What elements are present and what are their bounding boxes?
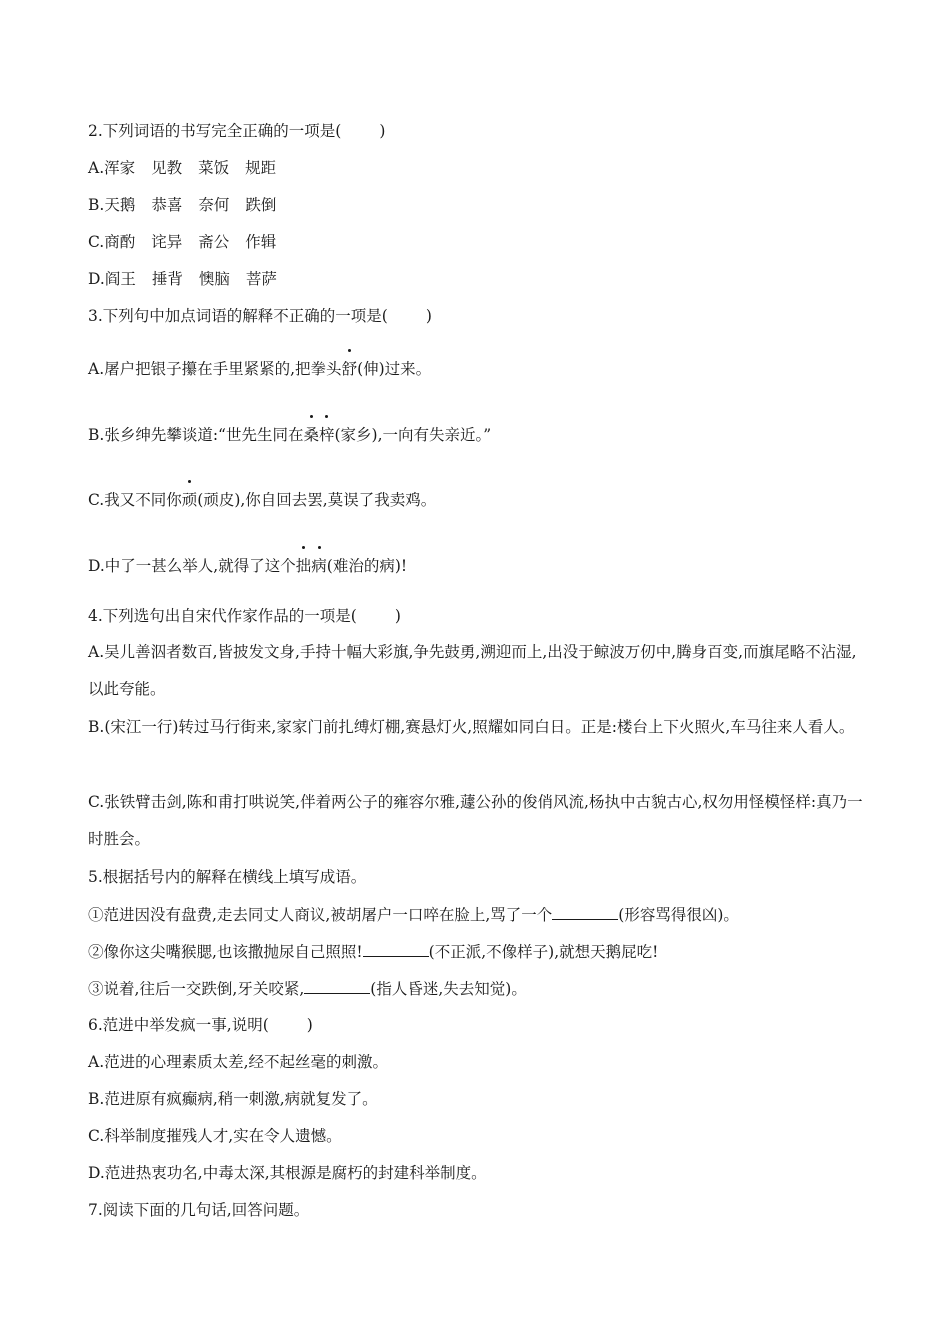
- answer-blank[interactable]: [552, 904, 618, 920]
- answer-blank[interactable]: [363, 941, 429, 957]
- question-3-stem: 3.下列句中加点词语的解释不正确的一项是( ): [88, 307, 432, 325]
- emphasis-dot-word: 梓: [318, 426, 335, 444]
- question-6-option-b: B.范进原有疯癫病,稍一刺激,病就复发了。: [88, 1090, 378, 1108]
- emphasis-dot-word: 病: [311, 557, 327, 575]
- question-4-stem: 4.下列选句出自宋代作家作品的一项是( ): [88, 607, 401, 625]
- emphasis-dot-word: 拙: [295, 557, 312, 575]
- question-5-item-3: ③说着,往后一交跌倒,牙关咬紧, (指人昏迷,失去知觉)。: [88, 980, 527, 998]
- question-6-option-a: A.范进的心理素质太差,经不起丝毫的刺激。: [88, 1053, 389, 1071]
- emphasis-dot-word: 桑: [303, 426, 319, 444]
- question-5-stem: 5.根据括号内的解释在横线上填写成语。: [88, 868, 367, 886]
- answer-blank[interactable]: [304, 978, 370, 994]
- question-2-option-c: C.商酌 诧异 斋公 作辑: [88, 233, 277, 251]
- emphasis-dot-word: 舒: [341, 360, 358, 378]
- question-6-option-d: D.范进热衷功名,中毒太深,其根源是腐朽的封建科举制度。: [88, 1164, 487, 1182]
- question-3-option-d: D.中了一甚么举人,就得了这个拙病(难治的病)!: [88, 557, 408, 575]
- question-3-option-c: C.我又不同你顽(顽皮),你自回去罢,莫误了我卖鸡。: [88, 491, 437, 509]
- emphasis-dot-word: 顽: [181, 491, 198, 509]
- question-5-item-1: ①范进因没有盘费,走去同丈人商议,被胡屠户一口啐在脸上,骂了一个 (形容骂得很凶)。: [88, 906, 739, 924]
- question-4-option-b: B.(宋江一行)转过马行街来,家家门前扎缚灯棚,赛悬灯火,照耀如同白日。正是:楼台上下火照火,车马往来人看人。: [88, 718, 855, 736]
- question-3-option-a: A.屠户把银子攥在手里紧紧的,把拳头舒(伸)过来。: [88, 360, 432, 378]
- question-6-option-c: C.科举制度摧残人才,实在令人遗憾。: [88, 1127, 342, 1145]
- question-4-option-c: C.张铁臂击剑,陈和甫打哄说笑,伴着两公子的雍容尔雅,蘧公孙的俊俏风流,杨执中古貌古心,权勿用怪模怪样:真乃一时胜会。: [88, 793, 863, 848]
- question-2-stem: 2.下列词语的书写完全正确的一项是( ): [88, 122, 386, 140]
- question-4-option-a: A.吴儿善泅者数百,皆披发文身,手持十幅大彩旗,争先鼓勇,溯迎而上,出没于鲸波万仞中,腾身百变,而旗尾略不沾湿,以此夸能。: [88, 643, 857, 698]
- question-5-item-2: ②像你这尖嘴猴腮,也该撒抛尿自己照照! (不正派,不像样子),就想天鹅屁吃!: [88, 943, 659, 961]
- question-2-option-b: B.天鹅 恭喜 奈何 跌倒: [88, 196, 277, 214]
- question-3-option-b: B.张乡绅先攀谈道:“世先生同在桑梓(家乡),一向有失亲近。”: [88, 426, 492, 444]
- question-2-option-a: A.浑家 见教 菜饭 规距: [88, 159, 277, 177]
- question-2-option-d: D.阎王 捶背 懊脑 菩萨: [88, 270, 277, 288]
- question-7-stem: 7.阅读下面的几句话,回答问题。: [88, 1201, 310, 1219]
- question-6-stem: 6.范进中举发疯一事,说明( ): [88, 1016, 313, 1034]
